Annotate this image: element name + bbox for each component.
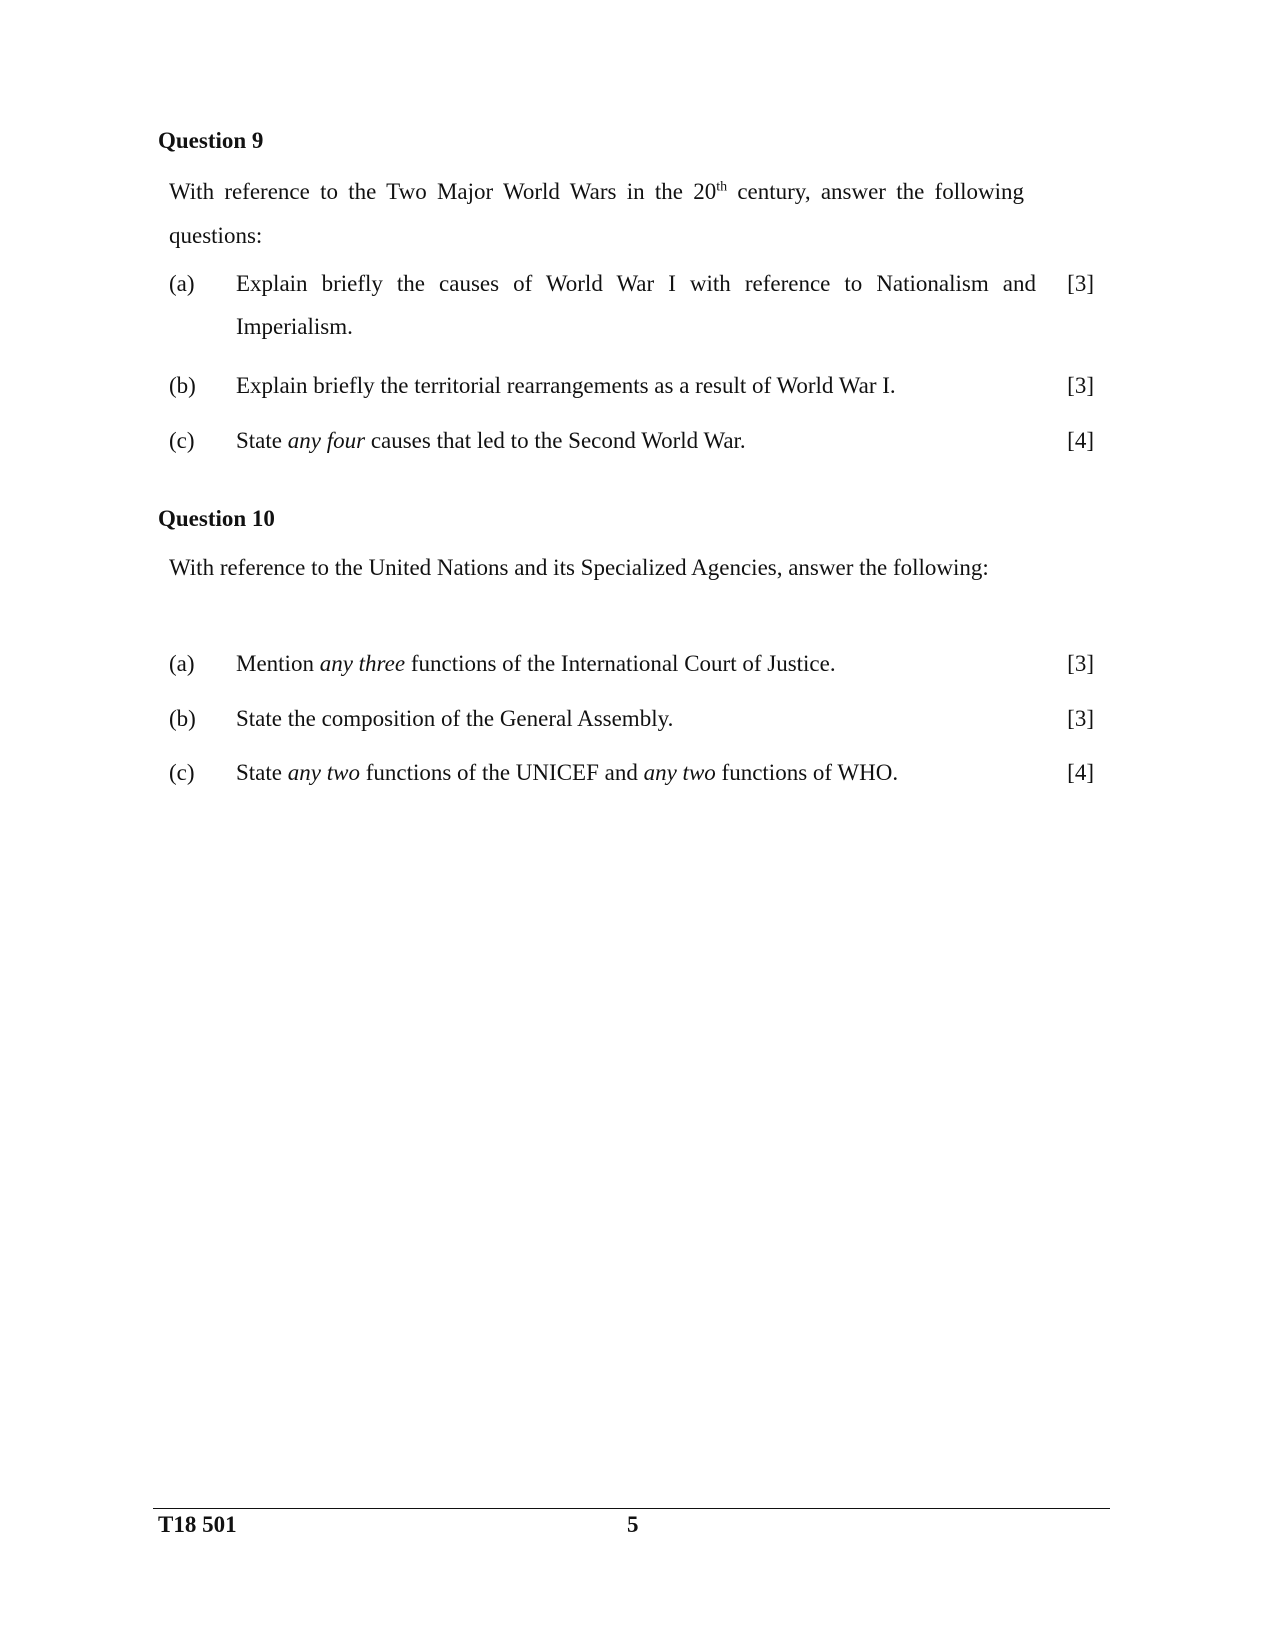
emphasis: any two bbox=[643, 760, 716, 785]
question-9-part-a bbox=[169, 262, 1094, 352]
part-label: (b) bbox=[169, 706, 196, 731]
part-marks: [4] bbox=[1067, 428, 1094, 453]
part-text: Explain briefly the territorial rearrangements as a result of World War I. bbox=[236, 373, 896, 398]
part-marks: [3] bbox=[1067, 271, 1094, 296]
part-label: (a) bbox=[169, 271, 195, 296]
question-10-heading: Question 10 bbox=[158, 506, 275, 531]
paper-code: T18 501 bbox=[158, 1512, 237, 1537]
part-label: (c) bbox=[169, 428, 195, 453]
question-10-part-b bbox=[169, 697, 1094, 741]
page-number: 5 bbox=[627, 1512, 639, 1537]
part-marks: [3] bbox=[1067, 373, 1094, 398]
part-label: (c) bbox=[169, 760, 195, 785]
footer-divider bbox=[153, 1508, 1110, 1509]
emphasis: any two bbox=[287, 760, 360, 785]
question-9-heading: Question 9 bbox=[158, 128, 264, 153]
superscript-th: th bbox=[716, 179, 728, 195]
part-marks: [4] bbox=[1067, 760, 1094, 785]
emphasis: any three bbox=[319, 651, 406, 676]
part-text: Explain briefly the causes of World War I with reference to Nationalism and Imperialism. bbox=[236, 271, 1036, 339]
question-9-part-c bbox=[169, 419, 1094, 463]
part-marks: [3] bbox=[1067, 651, 1094, 676]
part-text: Mention any three functions of the International Court of Justice. bbox=[236, 651, 836, 676]
question-10-intro: With reference to the United Nations and its Specialized Agencies, answer the following: bbox=[169, 555, 989, 580]
question-9-intro: With reference to the Two Major World Wars in the 20th century, answer the following questions: bbox=[169, 179, 1024, 248]
part-label: (b) bbox=[169, 373, 196, 398]
question-10-part-c bbox=[169, 751, 1094, 795]
question-10-part-a bbox=[169, 642, 1094, 686]
part-text: State the composition of the General Assembly. bbox=[236, 706, 674, 731]
emphasis: any four bbox=[287, 428, 366, 453]
part-text: State any four causes that led to the Second World War. bbox=[236, 428, 746, 453]
question-9-part-b bbox=[169, 364, 1094, 408]
part-text: State any two functions of the UNICEF and any two functions of WHO. bbox=[236, 760, 899, 785]
part-marks: [3] bbox=[1067, 706, 1094, 731]
part-label: (a) bbox=[169, 651, 195, 676]
